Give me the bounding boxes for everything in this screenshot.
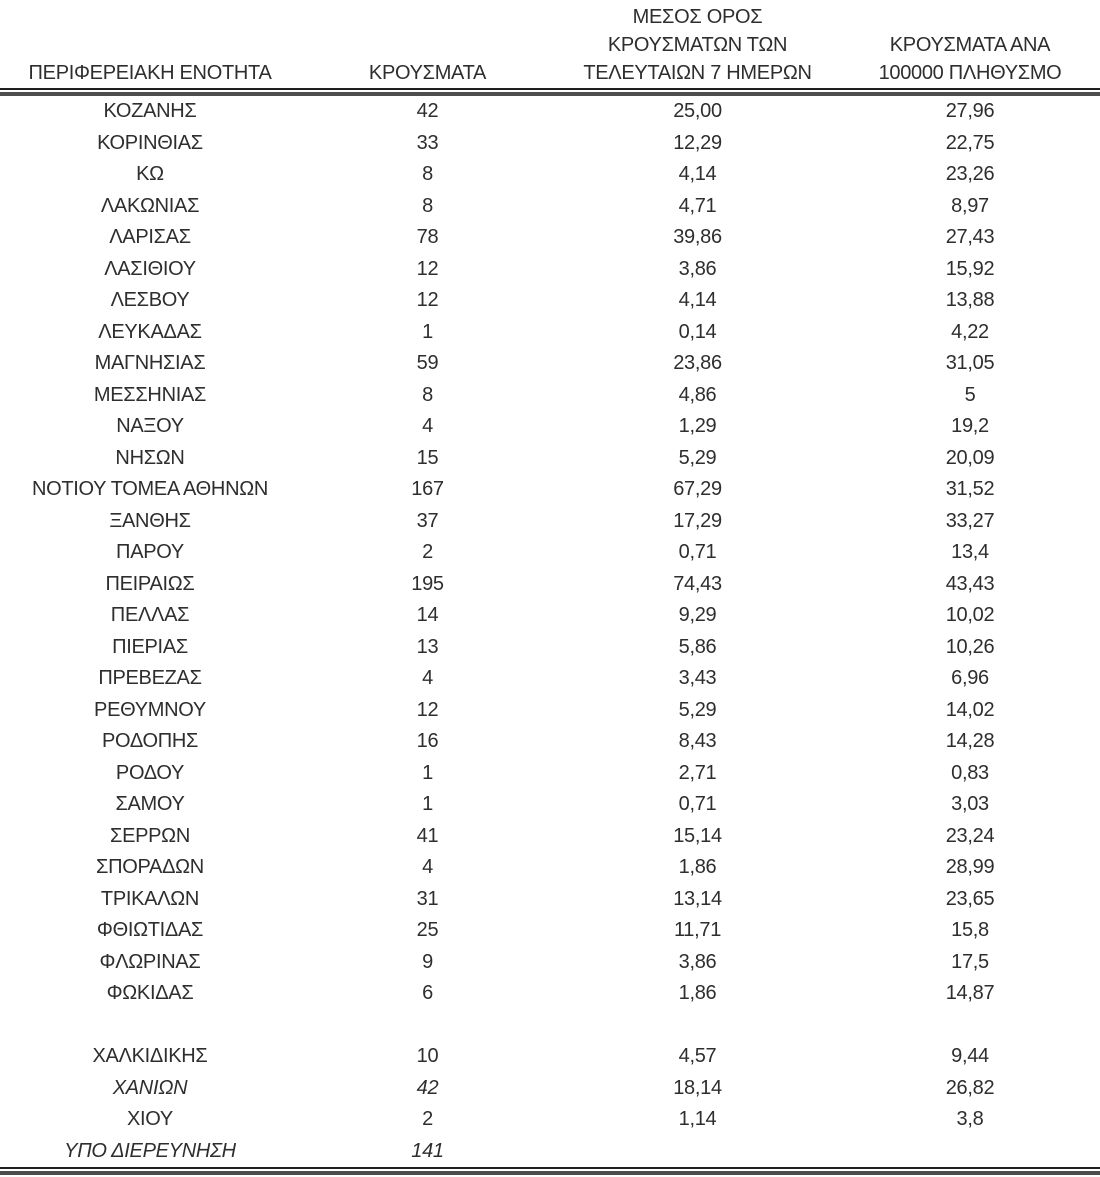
cases-cell: 6 bbox=[422, 982, 433, 1005]
table-row bbox=[0, 506, 1100, 538]
per100k-cell: 33,27 bbox=[945, 509, 995, 532]
region-cell: ΛΕΥΚΑΔΑΣ bbox=[98, 320, 202, 343]
avg7-cell: 0,71 bbox=[678, 541, 717, 564]
region-cell: ΡΕΘΥΜΝΟΥ bbox=[94, 698, 206, 721]
table-header bbox=[0, 0, 1100, 88]
per100k-cell: 23,26 bbox=[945, 163, 995, 186]
table-row bbox=[0, 821, 1100, 853]
per100k-cell: 22,75 bbox=[945, 131, 995, 154]
per100k-cell: 31,52 bbox=[945, 478, 995, 501]
table-row bbox=[0, 474, 1100, 506]
region-cell: ΤΡΙΚΑΛΩΝ bbox=[100, 887, 200, 910]
avg7-cell: 4,14 bbox=[678, 289, 717, 312]
table-row bbox=[0, 663, 1100, 695]
per100k-cell: 43,43 bbox=[945, 572, 995, 595]
cases-cell: 1 bbox=[422, 761, 433, 784]
per100k-cell: 14,28 bbox=[945, 730, 995, 753]
column-header-line: ΚΡΟΥΣΜΑΤΑ ΑΝΑ bbox=[889, 34, 1051, 56]
cases-cell: 195 bbox=[411, 572, 444, 595]
table-row bbox=[0, 443, 1100, 475]
region-cell: ΣΑΜΟΥ bbox=[115, 793, 185, 816]
cases-cell: 8 bbox=[422, 163, 433, 186]
per100k-cell: 13,88 bbox=[945, 289, 995, 312]
cases-cell: 1 bbox=[422, 793, 433, 816]
cases-cell: 42 bbox=[416, 100, 439, 123]
bottom-divider bbox=[0, 1167, 1100, 1175]
cases-cell: 1 bbox=[422, 320, 433, 343]
table-row bbox=[0, 380, 1100, 412]
column-header-line: ΜΕΣΟΣ ΟΡΟΣ bbox=[632, 6, 763, 28]
per100k-cell: 28,99 bbox=[945, 856, 995, 879]
avg7-cell: 39,86 bbox=[673, 226, 722, 249]
cases-cell: 13 bbox=[416, 635, 439, 658]
per100k-cell: 23,65 bbox=[945, 887, 995, 910]
region-cell: ΦΛΩΡΙΝΑΣ bbox=[99, 950, 201, 973]
per100k-cell: 14,87 bbox=[945, 982, 995, 1005]
avg7-cell: 25,00 bbox=[673, 100, 722, 123]
region-cell: ΦΘΙΩΤΙΔΑΣ bbox=[96, 919, 204, 942]
region-cell: ΝΗΣΩΝ bbox=[115, 446, 185, 469]
table-row bbox=[0, 285, 1100, 317]
region-cell: ΠΙΕΡΙΑΣ bbox=[112, 635, 188, 658]
region-cell: ΣΠΟΡΑΔΩΝ bbox=[96, 856, 204, 879]
table-row bbox=[0, 789, 1100, 821]
per100k-cell: 13,4 bbox=[951, 541, 989, 564]
cases-cell: 42 bbox=[416, 1076, 439, 1099]
region-cell: ΛΑΡΙΣΑΣ bbox=[109, 226, 191, 249]
cases-cell: 31 bbox=[416, 887, 439, 910]
per100k-cell: 10,26 bbox=[945, 635, 995, 658]
region-cell: ΚΟΡΙΝΘΙΑΣ bbox=[97, 131, 203, 154]
column-header-line: ΤΕΛΕΥΤΑΙΩΝ 7 ΗΜΕΡΩΝ bbox=[583, 62, 812, 84]
region-cell: ΝΑΞΟΥ bbox=[116, 415, 184, 438]
region-cell: ΠΕΛΛΑΣ bbox=[110, 604, 190, 627]
avg7-cell: 3,86 bbox=[678, 257, 717, 280]
region-cell: ΚΩ bbox=[136, 163, 164, 186]
table-row bbox=[0, 1104, 1100, 1136]
region-cell: ΞΑΝΘΗΣ bbox=[109, 509, 191, 532]
per100k-cell: 27,43 bbox=[945, 226, 995, 249]
cases-cell: 33 bbox=[416, 131, 439, 154]
region-cell: ΠΑΡΟΥ bbox=[116, 541, 184, 564]
table-row bbox=[0, 632, 1100, 664]
bottom-divider-thick-line bbox=[0, 1171, 1100, 1175]
table-row bbox=[0, 695, 1100, 727]
table-row bbox=[0, 317, 1100, 349]
avg7-cell: 23,86 bbox=[673, 352, 722, 375]
cases-cell: 59 bbox=[416, 352, 439, 375]
table-row bbox=[0, 191, 1100, 223]
avg7-cell: 5,29 bbox=[678, 446, 717, 469]
avg7-cell: 4,71 bbox=[678, 194, 717, 217]
avg7-cell: 17,29 bbox=[673, 509, 722, 532]
cases-cell: 12 bbox=[416, 698, 439, 721]
table-row bbox=[0, 726, 1100, 758]
avg7-cell: 1,14 bbox=[678, 1108, 717, 1131]
region-cell: ΣΕΡΡΩΝ bbox=[110, 824, 190, 847]
cases-cell: 37 bbox=[416, 509, 439, 532]
avg7-cell: 2,71 bbox=[678, 761, 717, 784]
cases-cell: 78 bbox=[416, 226, 439, 249]
header-divider bbox=[0, 88, 1100, 96]
column-header-line: ΚΡΟΥΣΜΑΤΩΝ ΤΩΝ bbox=[607, 34, 788, 56]
column-header-region bbox=[0, 59, 300, 88]
avg7-cell: 1,86 bbox=[678, 856, 717, 879]
avg7-cell: 67,29 bbox=[673, 478, 722, 501]
region-cell: ΦΩΚΙΔΑΣ bbox=[106, 982, 194, 1005]
region-cell: ΛΑΚΩΝΙΑΣ bbox=[100, 194, 200, 217]
avg7-cell: 15,14 bbox=[673, 824, 722, 847]
region-cell: ΧΙΟΥ bbox=[127, 1108, 173, 1131]
cases-cell: 167 bbox=[411, 478, 444, 501]
table-row bbox=[0, 758, 1100, 790]
region-cell: ΡΟΔΟΥ bbox=[115, 761, 185, 784]
region-cell: ΡΟΔΟΠΗΣ bbox=[101, 730, 199, 753]
region-cell: ΛΑΣΙΘΙΟΥ bbox=[104, 257, 196, 280]
table-row bbox=[0, 128, 1100, 160]
table-row bbox=[0, 537, 1100, 569]
avg7-cell: 8,43 bbox=[678, 730, 717, 753]
avg7-cell: 1,86 bbox=[678, 982, 717, 1005]
avg7-cell: 3,43 bbox=[678, 667, 717, 690]
cases-cell: 41 bbox=[416, 824, 439, 847]
table-row bbox=[0, 1041, 1100, 1073]
table-row bbox=[0, 978, 1100, 1010]
table-row bbox=[0, 947, 1100, 979]
cases-cell: 2 bbox=[422, 1108, 433, 1131]
table-row bbox=[0, 852, 1100, 884]
table-row bbox=[0, 96, 1100, 128]
cases-cell: 10 bbox=[416, 1045, 439, 1068]
per100k-cell: 26,82 bbox=[945, 1076, 995, 1099]
column-header-cases bbox=[300, 59, 555, 88]
per100k-cell: 15,8 bbox=[951, 919, 989, 942]
table-body bbox=[0, 96, 1100, 1167]
region-cell: ΜΑΓΝΗΣΙΑΣ bbox=[94, 352, 206, 375]
region-cell: ΧΑΝΙΩΝ bbox=[112, 1076, 188, 1099]
per100k-cell: 27,96 bbox=[945, 100, 995, 123]
table-row bbox=[0, 348, 1100, 380]
table-row bbox=[0, 411, 1100, 443]
table-row bbox=[0, 159, 1100, 191]
avg7-cell: 3,86 bbox=[678, 950, 717, 973]
region-cell: ΝΟΤΙΟΥ ΤΟΜΕΑ ΑΘΗΝΩΝ bbox=[31, 478, 269, 501]
region-cell: ΧΑΛΚΙΔΙΚΗΣ bbox=[92, 1045, 208, 1068]
region-cell: ΚΟΖΑΝΗΣ bbox=[103, 100, 197, 123]
avg7-cell: 1,29 bbox=[678, 415, 717, 438]
table-row bbox=[0, 1073, 1100, 1105]
cases-cell: 4 bbox=[422, 856, 433, 879]
avg7-cell: 12,29 bbox=[673, 131, 722, 154]
table-row bbox=[0, 915, 1100, 947]
cases-cell: 8 bbox=[422, 383, 433, 406]
cases-cell: 8 bbox=[422, 194, 433, 217]
column-header-line: ΠΕΡΙΦΕΡΕΙΑΚΗ ΕΝΟΤΗΤΑ bbox=[28, 62, 272, 84]
avg7-cell: 11,71 bbox=[673, 919, 722, 942]
avg7-cell: 4,14 bbox=[678, 163, 717, 186]
per100k-cell: 10,02 bbox=[945, 604, 995, 627]
per100k-cell: 31,05 bbox=[945, 352, 995, 375]
cases-cell: 4 bbox=[422, 667, 433, 690]
per100k-cell: 20,09 bbox=[945, 446, 995, 469]
column-header-line: ΚΡΟΥΣΜΑΤΑ bbox=[368, 62, 487, 84]
cases-cell: 16 bbox=[416, 730, 439, 753]
per100k-cell: 9,44 bbox=[951, 1045, 989, 1068]
column-header-line: 100000 ΠΛΗΘΥΣΜΟ bbox=[878, 62, 1062, 84]
cases-cell: 4 bbox=[422, 415, 433, 438]
avg7-cell: 5,86 bbox=[678, 635, 717, 658]
table-row bbox=[0, 600, 1100, 632]
table-row bbox=[0, 254, 1100, 286]
cases-cell: 15 bbox=[416, 446, 439, 469]
table-row bbox=[0, 569, 1100, 601]
region-cell: ΛΕΣΒΟΥ bbox=[110, 289, 190, 312]
avg7-cell: 74,43 bbox=[673, 572, 722, 595]
column-header-avg7 bbox=[555, 3, 840, 88]
cases-cell: 12 bbox=[416, 257, 439, 280]
region-cell: ΥΠΟ ΔΙΕΡΕΥΝΗΣΗ bbox=[64, 1139, 236, 1162]
avg7-cell: 5,29 bbox=[678, 698, 717, 721]
region-cell: ΜΕΣΣΗΝΙΑΣ bbox=[93, 383, 207, 406]
per100k-cell: 3,8 bbox=[956, 1108, 984, 1131]
per100k-cell: 15,92 bbox=[945, 257, 995, 280]
per100k-cell: 4,22 bbox=[951, 320, 989, 343]
per100k-cell: 23,24 bbox=[945, 824, 995, 847]
avg7-cell: 18,14 bbox=[673, 1076, 722, 1099]
cases-cell: 9 bbox=[422, 950, 433, 973]
cases-cell: 2 bbox=[422, 541, 433, 564]
column-header-per100k bbox=[840, 31, 1100, 88]
avg7-cell: 9,29 bbox=[678, 604, 717, 627]
avg7-cell: 4,86 bbox=[678, 383, 717, 406]
per100k-cell: 19,2 bbox=[951, 415, 989, 438]
avg7-cell: 13,14 bbox=[673, 887, 722, 910]
avg7-cell: 4,57 bbox=[678, 1045, 717, 1068]
spacer-row bbox=[0, 1010, 1100, 1042]
per100k-cell: 6,96 bbox=[951, 667, 989, 690]
cases-cell: 12 bbox=[416, 289, 439, 312]
cases-cell: 141 bbox=[411, 1139, 444, 1162]
per100k-cell: 3,03 bbox=[951, 793, 989, 816]
per100k-cell: 17,5 bbox=[951, 950, 989, 973]
avg7-cell: 0,71 bbox=[678, 793, 717, 816]
region-cell: ΠΕΙΡΑΙΩΣ bbox=[105, 572, 195, 595]
cases-cell: 14 bbox=[416, 604, 439, 627]
table-row bbox=[0, 884, 1100, 916]
cases-cell: 25 bbox=[416, 919, 439, 942]
region-cell: ΠΡΕΒΕΖΑΣ bbox=[98, 667, 202, 690]
avg7-cell: 0,14 bbox=[678, 320, 717, 343]
per100k-cell: 14,02 bbox=[945, 698, 995, 721]
per100k-cell: 8,97 bbox=[951, 194, 989, 217]
table-row bbox=[0, 1136, 1100, 1168]
per100k-cell: 5 bbox=[964, 383, 976, 406]
per100k-cell: 0,83 bbox=[951, 761, 989, 784]
table-row bbox=[0, 222, 1100, 254]
